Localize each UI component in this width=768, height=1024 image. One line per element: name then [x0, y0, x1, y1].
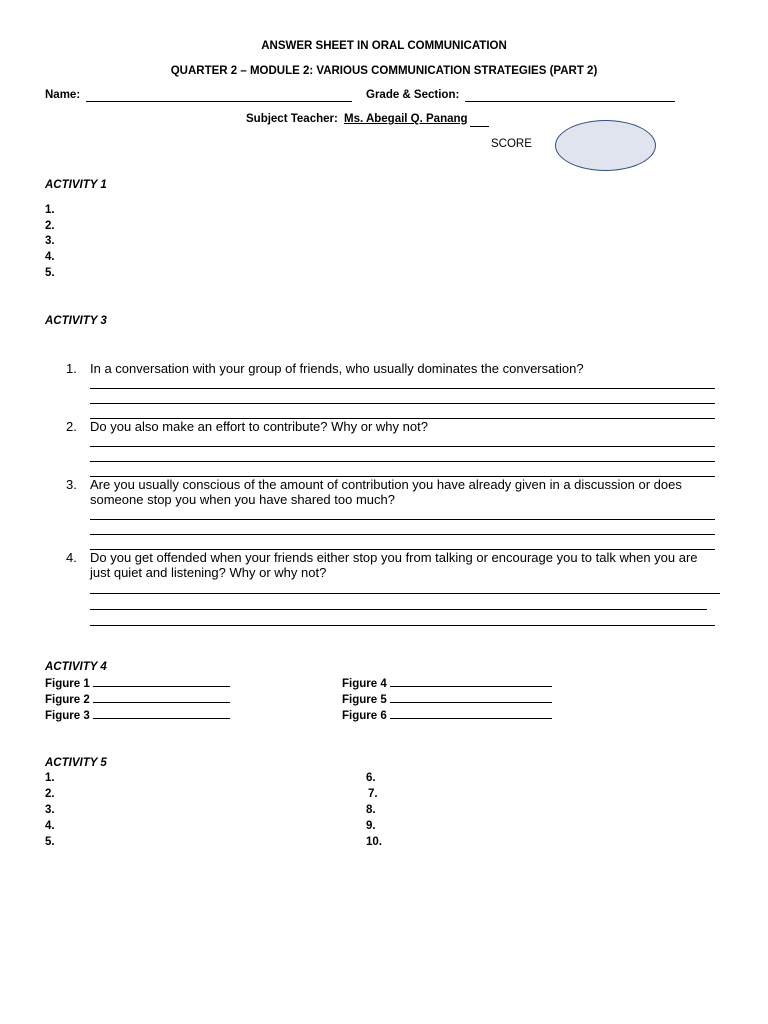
answer-line[interactable] — [90, 625, 715, 626]
teacher-label: Subject Teacher: — [246, 113, 338, 125]
activity5-item: 10. — [366, 836, 382, 848]
answer-line[interactable] — [90, 609, 707, 610]
question-text: Do you also make an effort to contribute? Why or why not? — [90, 419, 428, 434]
activity5-item: 5. — [45, 836, 55, 848]
activity5-item: 2. — [45, 788, 55, 800]
figure-6-entry — [342, 709, 552, 722]
grade-section-blank[interactable] — [465, 101, 675, 102]
answer-line[interactable] — [90, 403, 715, 404]
activity1-item: 5. — [45, 267, 55, 279]
figure-blank[interactable] — [390, 677, 552, 687]
activity5-item: 8. — [366, 804, 376, 816]
grade-section-label: Grade & Section: — [366, 89, 460, 101]
question-text: In a conversation with your group of friends, who usually dominates the conversation? — [90, 361, 584, 376]
answer-line[interactable] — [90, 534, 715, 535]
activity5-item: 3. — [45, 804, 55, 816]
activity5-item: 6. — [366, 772, 376, 784]
question-number: 3. — [66, 477, 77, 492]
figure-label: Figure 4 — [342, 678, 387, 690]
activity5-item: 7. — [368, 788, 378, 800]
answer-line[interactable] — [90, 593, 720, 594]
figure-label: Figure 3 — [45, 710, 90, 722]
activity4-title: ACTIVITY 4 — [45, 661, 107, 673]
figure-label: Figure 5 — [342, 694, 387, 706]
activity1-item: 4. — [45, 251, 55, 263]
figure-blank[interactable] — [93, 677, 230, 687]
question-number: 1. — [66, 361, 77, 376]
name-blank[interactable] — [86, 101, 352, 102]
figure-blank[interactable] — [390, 709, 552, 719]
figure-label: Figure 1 — [45, 678, 90, 690]
figure-4-entry — [342, 677, 552, 690]
question-number: 4. — [66, 550, 77, 565]
activity1-title: ACTIVITY 1 — [45, 179, 107, 191]
score-label: SCORE — [491, 138, 532, 150]
question-number: 2. — [66, 419, 77, 434]
answer-line[interactable] — [90, 519, 715, 520]
figure-blank[interactable] — [93, 693, 230, 703]
figure-label: Figure 6 — [342, 710, 387, 722]
answer-line[interactable] — [90, 461, 715, 462]
activity1-item: 2. — [45, 220, 55, 232]
activity5-item: 4. — [45, 820, 55, 832]
activity1-item: 3. — [45, 235, 55, 247]
activity3-title: ACTIVITY 3 — [45, 315, 107, 327]
activity5-item: 1. — [45, 772, 55, 784]
figure-5-entry — [342, 693, 552, 706]
activity5-title: ACTIVITY 5 — [45, 757, 107, 769]
sheet-subtitle: QUARTER 2 – MODULE 2: VARIOUS COMMUNICATION STRATEGIES (PART 2) — [170, 65, 598, 77]
figure-1-entry — [45, 677, 230, 690]
figure-3-entry — [45, 709, 230, 722]
sheet-title: ANSWER SHEET IN ORAL COMMUNICATION — [261, 40, 507, 52]
figure-label: Figure 2 — [45, 694, 90, 706]
figure-2-entry — [45, 693, 230, 706]
figure-blank[interactable] — [390, 693, 552, 703]
answer-line[interactable] — [90, 446, 715, 447]
name-label: Name: — [45, 89, 81, 101]
figure-blank[interactable] — [93, 709, 230, 719]
activity5-item: 9. — [366, 820, 376, 832]
teacher-underline-tail — [470, 126, 489, 127]
score-oval[interactable] — [555, 120, 656, 171]
question-text: Are you usually conscious of the amount of contribution you have already given in a discussion or does someone stop you when you have shared too much? — [90, 477, 682, 507]
activity1-item: 1. — [45, 204, 55, 216]
question-text: Do you get offended when your friends either stop you from talking or encourage you to talk when you are just quiet and listening? Why or why not? — [90, 550, 698, 580]
teacher-name: Ms. Abegail Q. Panang — [344, 113, 468, 125]
answer-line[interactable] — [90, 388, 715, 389]
